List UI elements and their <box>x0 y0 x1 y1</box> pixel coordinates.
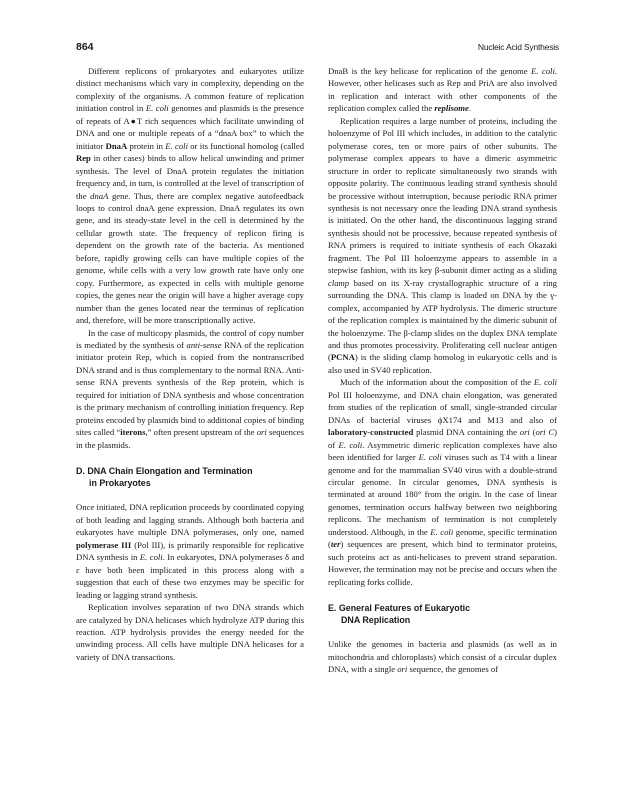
section-heading-e: E. General Features of Eukaryotic DNA Replication <box>328 603 471 626</box>
section-heading-d: D. DNA Chain Elongation and Termination in Prokaryotes <box>76 466 253 489</box>
running-title: Nucleic Acid Synthesis <box>477 42 559 52</box>
paragraph-pol3-holoenzyme: Replication requires a large number of proteins, including the holoenzyme of Pol III which includes, in addition to the catalytic polymerase cores, ten or more pairs of other subunits. The polymerase complex appears to have a dimeric asymmetric structure in order to replicate simultaneously two strands with opposite polarity. The continuous leading strand synthesis should be processive without interruption, because periodic RNA primer synthesis is not necessary once the leading DNA strand synthesis is initiated. On the other hand, the discontinuous lagging strand synthesis should not be processive, because repeated synthesis of RNA primers is required to initiate synthesis of each Okazaki fragment. The Pol III holoenzyme appears to assemble in a stepwise fashion, with its key β-subunit dimer acting as a sliding clamp based on its X-ray crystallographic structure of a ring surrounding the DNA. This clamp is loaded on DNA by the γ-complex, accompanied by ATP hydrolysis. The dimeric structure of the replication complex is maintained by the dimeric subunit of the holoenzyme. The β-clamp slides on the duplex DNA template and thus promotes processivity. Proliferating cell nuclear antigen (PCNA) is the sliding clamp homolog in eukaryotic cells and is also used in SV40 replication. <box>328 115 557 375</box>
paragraph-termination: Much of the information about the composition of the E. coli Pol III holoenzyme, and DNA chain elongation, was generated from studies of the replication of small, single-stranded circular DNAs of bacterial viruses ϕX174 and M13 and also of laboratory-constructed plasmid DNA containing the ori (ori C) of E. coli. Asymmetric dimeric replication complexes have also been identified for larger E. coli viruses such as T4 with a linear genome and for the mammalian SV40 virus with a double-strand circular genome. In circular genomes, DNA synthesis is terminated at around 180° from the origin. In the case of linear genomes, termination occurs halfway between two neighboring replicons. The mechanism of termination is not completely understood. Although, in the E. coli genome, specific termination (ter) sequences are present, which bind to terminator proteins, such proteins act as anti-helicases to prevent strand separation. However, the termination may not be precise and occurs when the replicating forks collide. <box>328 377 558 587</box>
left-column <box>76 65 304 663</box>
paragraph-helicases: Replication involves separation of two DNA strands which are catalyzed by DNA helicases which hydrolyze ATP during this reaction. ATP hydrolysis provides the energy needed for the unwinding process. All cells have multiple DNA helicases for a variety of DNA transactions. <box>76 602 304 662</box>
paragraph-multicopy-plasmids: In the case of multicopy plasmids, the control of copy number is mediated by the synthesis of anti-sense RNA of the replication initiator protein Rep, which is copied from the nontranscribed DNA strand and is thus complementary to the normal RNA. Anti-sense RNA prevents synthesis of the Rep protein, which is required for initiation of DNA synthesis and whose concentration is the primary mechanism of controlling initiation frequency. Rep proteins encoded by plasmids bind to additional copies of binding sites called “iterons,” often present upstream of the ori sequences in the plasmids. <box>76 327 304 450</box>
right-column <box>328 65 557 676</box>
paragraph-dnab: DnaB is the key helicase for replication of the genome E. coli. However, other helicases such as Rep and PriA are also involved in replication and interact with other components of the replication complex called the replisome. <box>328 66 558 114</box>
page-number: 864 <box>76 41 94 53</box>
paragraph-eukaryotic-genomes: Unlike the genomes in bacteria and plasmids (as well as in mitochondria and chloroplasts) which consist of a circular duplex DNA, with a single ori sequence, the genomes of <box>328 639 557 675</box>
paragraph-elongation: Once initiated, DNA replication proceeds by coordinated copying of both leading and lagging strands. Although both bacteria and eukaryotes have multiple DNA polymerases, only one, named polymerase III (Pol III), is primarily responsible for replicative DNA synthesis in E. coli. In eukaryotes, DNA polymerases δ and ε have both been implicated in this process along with a suggestion that each of these two enzymes may be specific for leading or lagging strand synthesis. <box>76 502 305 600</box>
paragraph-replicon-control: Different replicons of prokaryotes and eukaryotes utilize distinct mechanisms which vary in complexity, depending on the complexity of the organisms. A common feature of replication initiation control in E. coli genomes and plasmids is the presence of repeats of A●T rich sequences which facilitate unwinding of DNA and one or multiple repeats of a “dnaA box” to which the initiator DnaA protein in E. coli or its functional homolog (called Rep in other cases) binds to allow helical unwinding and primer synthesis. The level of DnaA protein regulates the initiation frequency and, in turn, is controlled at the level of transcription of the dnaA gene. Thus, there are complex negative autofeedback loops to control dnaA gene expression. DnaA regulates its own gene, and its steady-state level in the cell is determined by the cellular growth state. The frequency of replicon firing is dependent on the growth rate of the bacteria. As mentioned before, rapidly growing cells can have multiple copies of the genome, while cells with a very low growth rate have only one copy. Furthermore, as expected in cells with multiple genome copies, the genes near the origin will have a higher average copy number than the genes located near the terminus of replication and, therefore, will be more transcriptionally active. <box>76 66 305 326</box>
